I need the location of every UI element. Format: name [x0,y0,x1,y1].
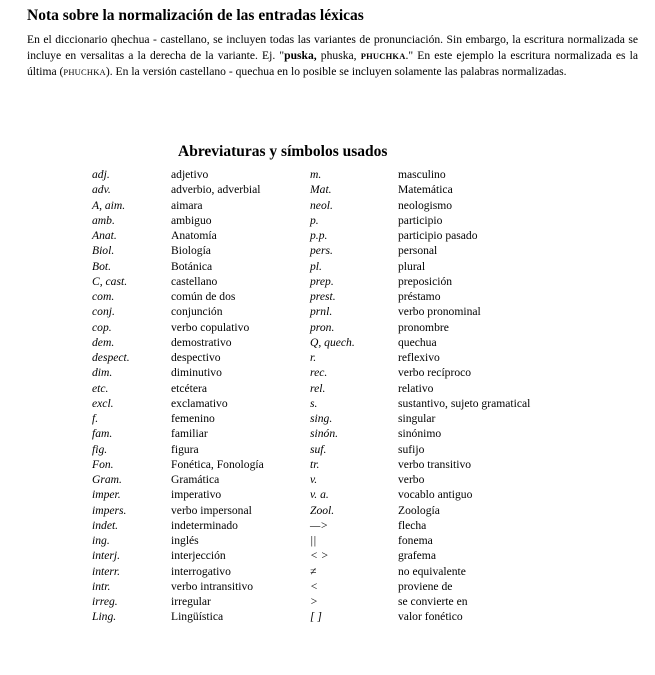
abbreviation-row [0,564,655,579]
meaning-right: sustantivo, sujeto gramatical [398,396,531,410]
meaning-right: verbo recíproco [398,366,472,380]
example-smallcaps: PHUCHKA [360,50,406,61]
abbreviation-right: < > [310,549,329,563]
abbreviation-row [0,289,655,304]
abbreviation-row [0,213,655,228]
note-text-2: ." En este ejemplo la escritura normalizada es la última ( [27,48,638,78]
abbreviation-left: A, aim. [92,198,126,212]
abbreviation-row [0,518,655,533]
meaning-right: quechua [398,335,437,349]
meaning-right: Matemática [398,183,453,197]
meaning-left: demostrativo [171,335,232,349]
abbreviation-right: sinón. [310,427,339,441]
abbreviation-right: neol. [310,198,333,212]
abbreviation-row [0,259,655,274]
meaning-left: figura [171,442,199,456]
abbreviation-right: pron. [310,320,335,334]
meaning-left: familiar [171,427,208,441]
abbreviation-row [0,198,655,213]
meaning-right: plural [398,259,426,273]
abbreviation-row [0,579,655,594]
meaning-right: flecha [398,518,427,532]
abbreviations-table [0,167,655,625]
abbreviation-row [0,426,655,441]
abbreviation-right: suf. [310,442,327,456]
meaning-left: indeterminado [171,518,238,532]
abbreviation-row [0,609,655,624]
meaning-right: reflexivo [398,351,440,364]
meaning-right: sufijo [398,442,425,456]
meaning-left: Anatomía [171,229,217,242]
meaning-left: exclamativo [171,396,228,410]
abbreviation-right: pl. [310,259,322,273]
abbreviation-left: fig. [92,442,108,456]
abbreviation-row [0,396,655,411]
meaning-right: masculino [398,168,446,181]
abbreviation-left: Ling. [92,610,117,624]
last-smallcaps: PHUCHKA [63,67,106,77]
abbreviation-left: ing. [92,534,110,547]
abbreviation-row [0,182,655,197]
abbreviation-left: conj. [92,305,115,319]
meaning-right: sinónimo [398,427,442,441]
abbreviation-right: rec. [310,366,328,380]
abbreviation-left: intr. [92,579,111,593]
abbreviation-left: cop. [92,320,112,334]
abbreviation-right: Zool. [310,503,335,517]
meaning-left: conjunción [171,305,223,319]
meaning-right: préstamo [398,290,441,303]
abbreviation-right: Mat. [310,183,332,197]
meaning-left: común de dos [171,290,236,303]
meaning-right: fonema [398,534,433,547]
abbreviation-left: indet. [92,518,119,532]
abbreviation-left: fam. [92,427,113,441]
abbreviation-right: > [310,595,318,608]
meaning-left: interjección [171,549,226,563]
meaning-left: verbo intransitivo [171,579,254,593]
abbreviation-row [0,228,655,243]
abbreviation-right: < [310,579,318,593]
meaning-right: verbo pronominal [398,305,481,319]
abbreviation-right: pers. [310,244,333,258]
note-paragraph [27,32,638,81]
meaning-right: participio [398,213,443,227]
abbreviation-right: s. [310,396,318,410]
abbreviation-right: r. [310,351,317,364]
example-plain: phuska, [316,48,361,62]
abbreviation-right: [ ] [310,610,322,624]
abbreviation-left: dim. [92,366,113,380]
abbreviation-left: adj. [92,168,110,181]
meaning-left: femenino [171,412,215,425]
meaning-right: grafema [398,549,436,563]
abbreviation-row [0,320,655,335]
abbreviation-right: prest. [310,290,336,303]
abbreviation-left: Biol. [92,244,115,258]
meaning-right: personal [398,244,438,258]
meaning-right: verbo [398,473,425,486]
abbreviation-left: dem. [92,335,115,349]
abbreviation-row [0,335,655,350]
note-text-3: ). En la versión castellano - quechua en lo posible se incluyen solamente las palabras normalizadas. [105,65,567,78]
abbreviation-row [0,411,655,426]
meaning-right: singular [398,412,436,425]
meaning-right: verbo transitivo [398,457,472,471]
meaning-left: aimara [171,198,203,212]
meaning-right: se convierte en [398,595,468,608]
abbreviation-row [0,503,655,518]
abbreviation-left: C, cast. [92,274,128,288]
abbreviation-left: impers. [92,503,127,517]
meaning-left: verbo copulativo [171,320,250,334]
abbreviation-right: sing. [310,412,333,425]
meaning-left: Fonética, Fonología [171,457,264,471]
meaning-left: castellano [171,274,218,288]
meaning-right: preposición [398,274,453,288]
abbreviation-right: p. [310,213,319,227]
abbreviation-left: etc. [92,381,109,395]
meaning-left: inglés [171,534,199,547]
abbreviation-row [0,533,655,548]
abbreviation-left: Fon. [92,457,114,471]
meaning-right: Zoología [398,503,440,517]
meaning-right: participio pasado [398,229,478,242]
meaning-right: valor fonético [398,610,463,624]
meaning-left: Biología [171,244,211,258]
meaning-left: Botánica [171,259,213,273]
meaning-right: neologismo [398,198,453,212]
abbreviation-right: ≠ [310,564,317,578]
abbreviation-row [0,381,655,396]
meaning-right: no equivalente [398,564,466,578]
meaning-left: interrogativo [171,564,231,578]
abbreviation-right: m. [310,168,322,181]
abbreviation-right: prnl. [310,305,333,319]
meaning-left: despectivo [171,351,221,364]
abbreviations-title: Abreviaturas y símbolos usados [178,143,388,160]
abbreviation-row [0,350,655,365]
abbreviation-right: rel. [310,381,326,395]
abbreviation-right: prep. [310,274,334,288]
abbreviation-row [0,594,655,609]
abbreviation-row [0,548,655,563]
abbreviation-row [0,442,655,457]
abbreviation-left: imper. [92,488,121,502]
example-bold: puska, [284,48,317,62]
abbreviation-left: adv. [92,183,111,197]
abbreviation-right: || [310,534,317,547]
abbreviation-row [0,365,655,380]
abbreviation-left: f. [92,412,99,425]
abbreviation-left: irreg. [92,595,118,608]
meaning-right: vocablo antiguo [398,488,473,502]
meaning-left: ambiguo [171,213,212,227]
abbreviation-row [0,274,655,289]
abbreviation-right: tr. [310,457,320,471]
meaning-left: verbo impersonal [171,503,252,517]
abbreviation-left: excl. [92,396,114,410]
note-heading: Nota sobre la normalización de las entradas léxicas [27,7,364,24]
abbreviation-left: interj. [92,549,121,563]
meaning-left: irregular [171,595,211,608]
abbreviation-row [0,457,655,472]
abbreviation-left: Anat. [92,229,117,242]
abbreviation-right: —> [310,518,329,532]
abbreviation-row [0,243,655,258]
meaning-left: etcétera [171,381,208,395]
abbreviation-left: amb. [92,213,115,227]
meaning-right: relativo [398,381,434,395]
meaning-left: Gramática [171,473,220,486]
meaning-left: adjetivo [171,168,209,181]
abbreviation-left: despect. [92,351,130,364]
abbreviation-left: interr. [92,564,121,578]
abbreviation-right: p.p. [310,229,328,242]
abbreviation-right: v. a. [310,488,329,502]
abbreviation-row [0,304,655,319]
meaning-right: pronombre [398,320,449,334]
abbreviation-row [0,167,655,182]
abbreviation-left: Bot. [92,259,111,273]
abbreviation-right: v. [310,473,318,486]
abbreviation-row [0,472,655,487]
meaning-left: imperativo [171,488,222,502]
abbreviation-right: Q, quech. [310,335,355,349]
note-text-1: En el diccionario qhechua - castellano, se incluyen todas las variantes de pronunciación. Sin embargo, la escritura normalizada se incluye en versalitas a la derecha de la variante. Ej. " [27,33,638,62]
meaning-left: adverbio, adverbial [171,183,261,197]
abbreviation-left: Gram. [92,473,122,486]
meaning-left: diminutivo [171,366,222,380]
meaning-left: Lingüística [171,610,224,624]
abbreviation-row [0,487,655,502]
abbreviation-left: com. [92,290,115,303]
meaning-right: proviene de [398,579,453,593]
